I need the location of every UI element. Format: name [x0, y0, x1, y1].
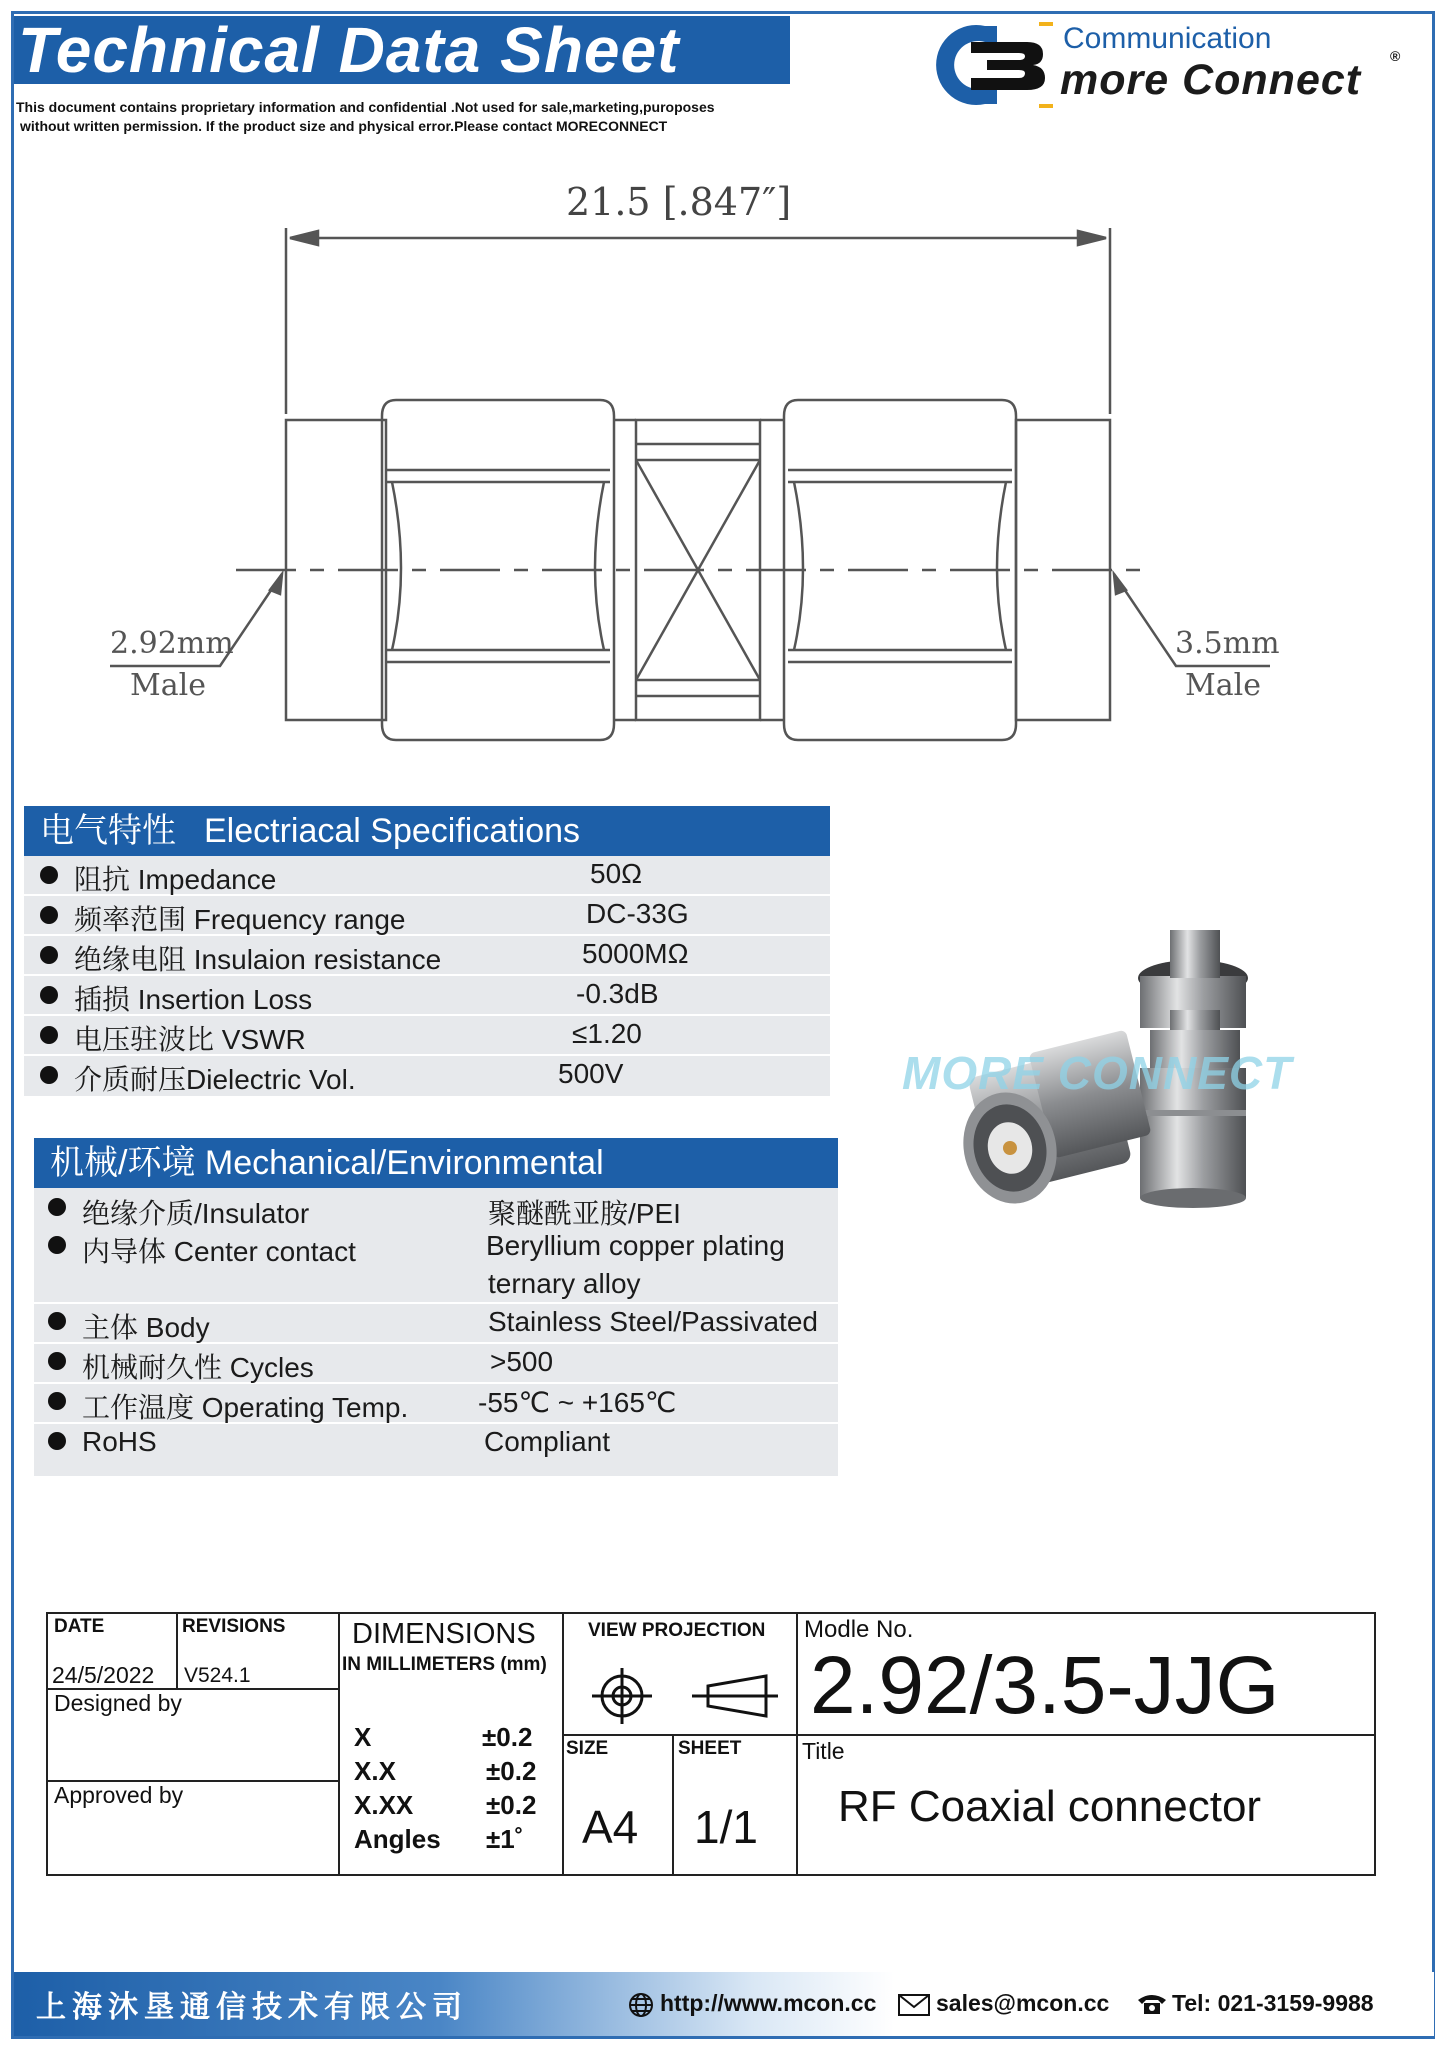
mech-name-cycles: 机械耐久性 Cycles	[82, 1352, 314, 1383]
company-name: 上海沐垦通信技术有限公司	[36, 1990, 468, 2025]
bullet-icon	[48, 1352, 66, 1370]
bullet-icon	[48, 1198, 66, 1216]
mechanical-spec-table	[34, 1188, 838, 1476]
mech-value-cycles: >500	[490, 1346, 554, 1377]
spec-value-frequency: DC-33G	[586, 898, 689, 929]
spec-name-vswr: 电压驻波比 VSWR	[74, 1024, 306, 1055]
electrical-spec-header	[24, 806, 830, 856]
mech-value-operating-temp: -55℃ ~ +165℃	[478, 1387, 677, 1418]
bullet-icon	[40, 1066, 58, 1084]
tolerance-value-x: ±0.2	[482, 1722, 533, 1752]
bullet-icon	[40, 866, 58, 884]
spec-value-vswr: ≤1.20	[572, 1018, 642, 1049]
globe-icon	[628, 1992, 654, 2018]
tolerance-value-xxx: ±0.2	[486, 1790, 537, 1820]
view-projection-label: VIEW PROJECTION	[588, 1620, 766, 1641]
spec-name-dielectric: 介质耐压Dielectric Vol.	[74, 1064, 356, 1095]
registered-mark: ®	[1390, 48, 1401, 64]
mech-value-insulator: 聚醚酰亚胺/PEI	[488, 1198, 681, 1229]
date-value: 24/5/2022	[52, 1662, 155, 1688]
mech-value-rohs: Compliant	[484, 1426, 611, 1457]
mech-value-center-contact-line2: ternary alloy	[488, 1268, 641, 1299]
product-title: RF Coaxial connector	[838, 1782, 1262, 1831]
left-end-gender-label: Male	[130, 668, 206, 703]
notice-line-2: without written permission. If the product size and physical error.Please contact MORECONNECT	[20, 118, 668, 134]
model-label: Modle No.	[804, 1616, 914, 1643]
size-value: A4	[582, 1801, 639, 1853]
electrical-title-cn: 电气特性	[40, 812, 176, 850]
revisions-label: REVISIONS	[182, 1616, 286, 1637]
watermark-text: MORE CONNECT	[902, 1047, 1293, 1099]
mech-name-operating-temp: 工作温度 Operating Temp.	[82, 1392, 409, 1423]
sheet-value: 1/1	[694, 1801, 758, 1853]
mech-name-body: 主体 Body	[82, 1312, 210, 1343]
model-number: 2.92/3.5-JJG	[810, 1640, 1280, 1731]
bullet-icon	[40, 986, 58, 1004]
left-end-size-label: 2.92mm	[110, 626, 234, 661]
email-icon	[898, 1994, 930, 2016]
bullet-icon	[48, 1312, 66, 1330]
mech-name-rohs: RoHS	[82, 1426, 157, 1457]
dimensions-unit: IN MILLIMETERS (mm)	[342, 1654, 547, 1675]
right-end-gender-label: Male	[1185, 668, 1261, 703]
spec-name-insulation-resistance: 绝缘电阻 Insulaion resistance	[74, 944, 442, 975]
spec-value-impedance: 50Ω	[590, 858, 643, 889]
revisions-value: V524.1	[184, 1664, 251, 1687]
bullet-icon	[48, 1392, 66, 1410]
telephone-number: Tel: 021-3159-9988	[1172, 1990, 1374, 2016]
tolerance-key-xx: X.X	[354, 1756, 396, 1786]
mech-name-insulator: 绝缘介质/Insulator	[82, 1198, 310, 1229]
tolerance-value-angles: ±1˚	[486, 1824, 524, 1854]
notice-line-1: This document contains proprietary information and confidential .Not used for sale,marketing,puroposes	[16, 99, 715, 115]
mech-name-center-contact: 内导体 Center contact	[82, 1236, 356, 1267]
date-label: DATE	[54, 1616, 105, 1637]
size-label: SIZE	[566, 1738, 609, 1759]
spec-name-impedance: 阻抗 Impedance	[74, 864, 277, 895]
tolerance-key-angles: Angles	[354, 1824, 441, 1854]
spec-value-insertion-loss: -0.3dB	[576, 978, 659, 1009]
right-end-size-label: 3.5mm	[1175, 626, 1280, 661]
electrical-spec-table	[24, 856, 830, 1096]
spec-value-dielectric: 500V	[558, 1058, 624, 1089]
overall-length-dimension: 21.5 [.847″]	[566, 180, 792, 224]
bullet-icon	[48, 1236, 66, 1254]
spec-name-frequency: 频率范围 Frequency range	[74, 904, 406, 935]
email-link[interactable]: sales@mcon.cc	[936, 1990, 1110, 2016]
tolerance-key-xxx: X.XX	[354, 1790, 414, 1820]
mech-value-body: Stainless Steel/Passivated	[488, 1306, 818, 1337]
mech-value-center-contact: Beryllium copper plating	[486, 1230, 785, 1261]
tolerance-value-xx: ±0.2	[486, 1756, 537, 1786]
projection-symbol-icon	[588, 1664, 788, 1728]
bullet-icon	[40, 946, 58, 964]
website-link[interactable]: http://www.mcon.cc	[660, 1990, 877, 2016]
dimensions-label: DIMENSIONS	[352, 1618, 536, 1650]
mechanical-spec-header: 机械/环境 Mechanical/Environmental	[34, 1138, 838, 1188]
phone-icon	[1136, 1992, 1168, 2016]
approved-by-label: Approved by	[54, 1782, 184, 1808]
brand-tagline: Communication	[1063, 22, 1272, 55]
bullet-icon	[40, 1026, 58, 1044]
tolerance-key-x: X	[354, 1722, 372, 1752]
bullet-icon	[48, 1432, 66, 1450]
brand-name: more Connect	[1060, 56, 1362, 104]
electrical-title-en: Electriacal Specifications	[204, 812, 581, 850]
sheet-label: SHEET	[678, 1738, 742, 1759]
bullet-icon	[40, 906, 58, 924]
document-title: Technical Data Sheet	[14, 16, 790, 84]
title-label: Title	[802, 1738, 845, 1764]
title-block	[46, 1612, 1376, 1876]
spec-name-insertion-loss: 插损 Insertion Loss	[74, 984, 313, 1015]
spec-value-insulation-resistance: 5000MΩ	[582, 938, 689, 969]
designed-by-label: Designed by	[54, 1690, 182, 1716]
product-photo	[840, 810, 1380, 1250]
